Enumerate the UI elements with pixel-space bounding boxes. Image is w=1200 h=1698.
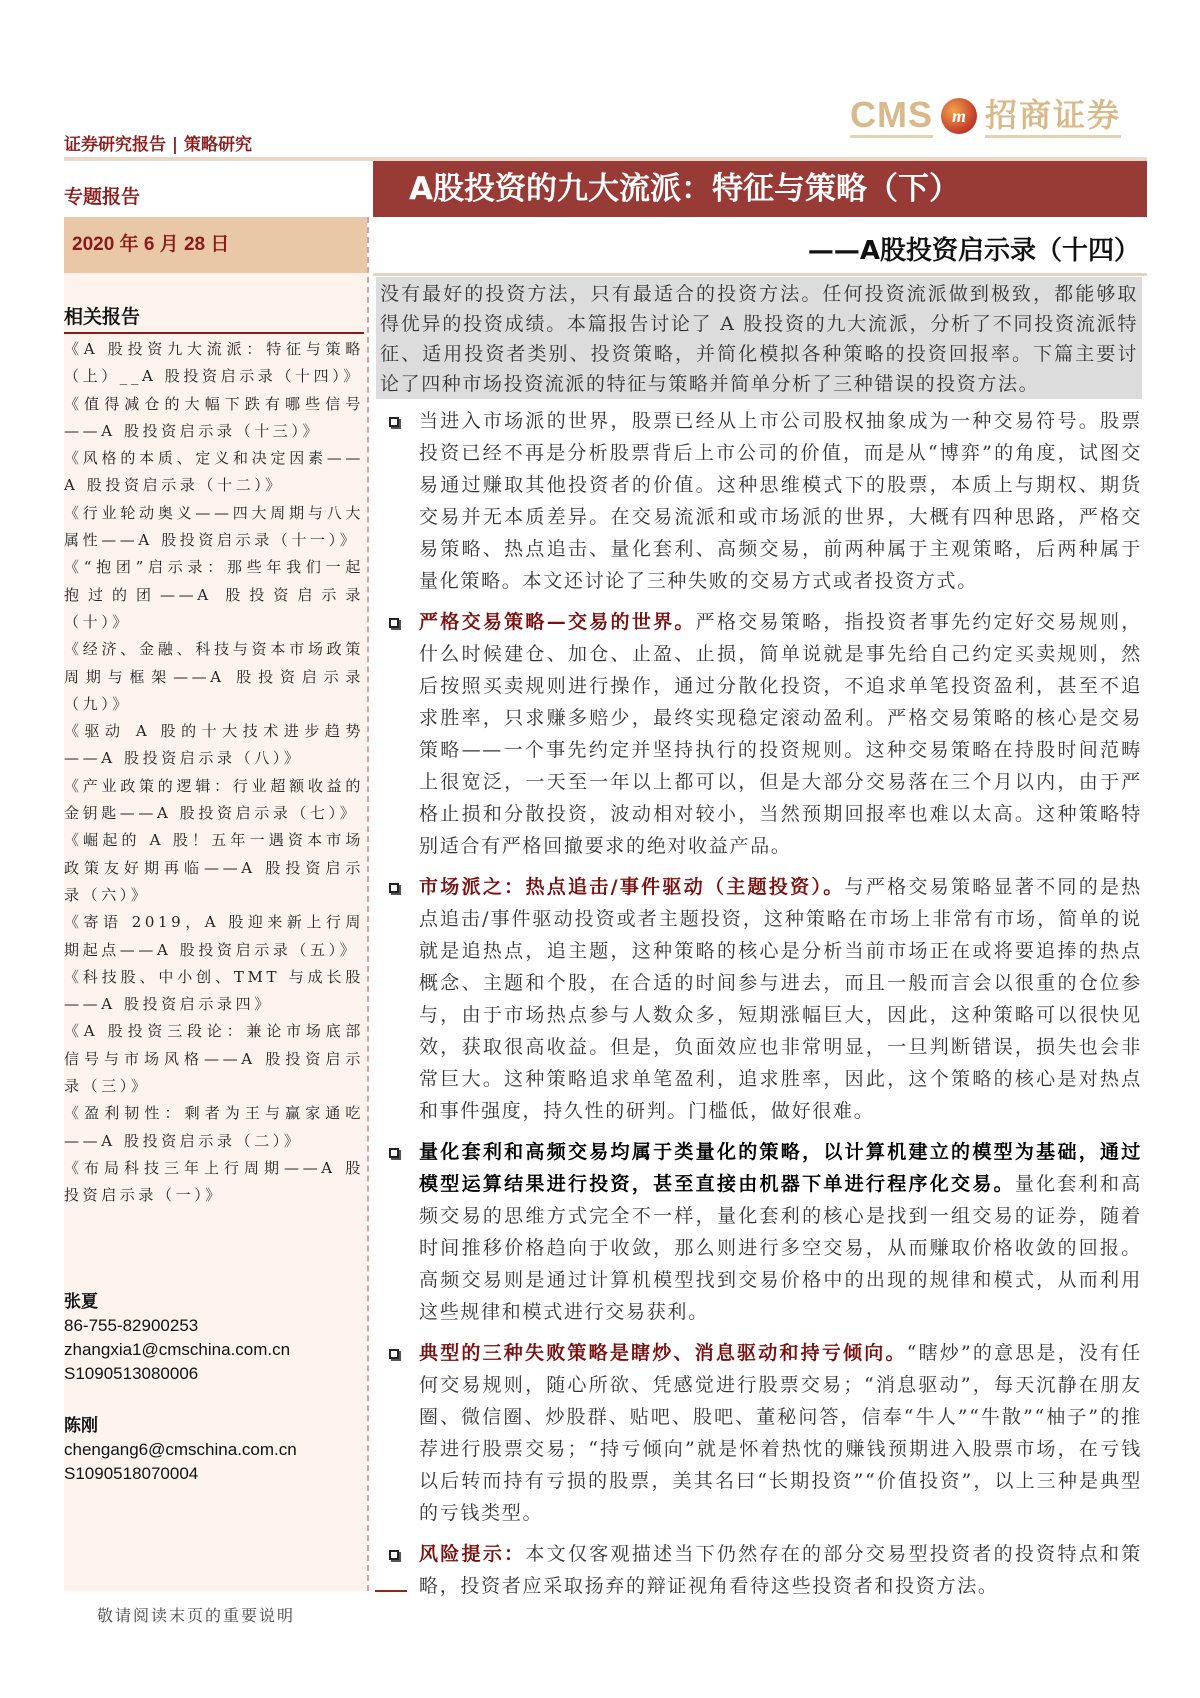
bullet-paragraph [385,1136,1142,1328]
page-subtitle: ——A股投资启示录（十四） [807,236,1140,266]
bullet-paragraph [385,606,1142,862]
related-report-link[interactable]: 《寄语 2019，A 股迎来新上行周期起点——A 股投资启示录（五）》 [64,913,364,959]
paragraph-text: “瞎炒”的意思是，没有任何交易规则，随心所欲、凭感觉进行股票交易；“消息驱动”，每天沉静在朋友圈、微信圈、炒股群、贴吧、股吧、董秘问答，信奉“牛人”“牛散”“柚子”的推荐进行股票交易；“持亏倾向”就是怀着热忱的赚钱预期进入股票市场，在亏钱以后转而持有亏损的股票，美其名曰“长期投资”“价值投资”，以上三种是典型的亏钱类型。 [419,1342,1143,1524]
related-report-link[interactable]: 《驱动 A 股的十大技术进步趋势——A 股投资启示录（八）》 [64,722,364,768]
related-report-link[interactable]: 《经济、金融、科技与资本市场政策周期与框架——A 股投资启示录（九）》 [64,640,364,713]
logo-latin: CMS [850,95,933,138]
square-bullet-icon [389,1148,399,1158]
square-bullet-icon [389,417,399,427]
related-reports-list [64,336,364,1210]
related-reports-heading: 相关报告 [64,306,141,328]
paragraph-lead: 市场派之：热点追击/事件驱动（主题投资）。 [419,876,845,898]
related-report-link[interactable]: 《盈利韧性：剩者为王与赢家通吃——A 股投资启示录（二）》 [64,1104,364,1150]
report-date: 2020 年 6 月 28 日 [64,217,367,273]
bullet-paragraph [385,405,1142,597]
related-report-link[interactable]: 《布局科技三年上行周期——A 股投资启示录（一）》 [64,1158,364,1205]
related-report-link[interactable]: 《产业政策的逻辑：行业超额收益的金钥匙——A 股投资启示录（七）》 [64,776,364,823]
report-category: 证券研究报告 | 策略研究 [64,135,253,155]
paragraph-lead: 严格交易策略—交易的世界。 [419,611,696,633]
paragraph-text: 本文仅客观描述当下仍然存在的部分交易型投资者的投资特点和策略，投资者应采取扬弃的辩证视角看待这些投资者和投资方法。 [419,1543,1142,1597]
related-report-link[interactable]: 《A 股投资三段论：兼论市场底部信号与市场风格——A 股投资启示录（三）》 [64,1022,364,1096]
bullet-paragraph [385,1337,1142,1529]
footer-divider [375,1590,407,1592]
related-divider [64,332,364,334]
author-name: 陈刚 [64,1416,98,1436]
paragraph-lead: 风险提示： [419,1543,526,1565]
author-email[interactable]: chengang6@cmschina.com.cn [64,1440,297,1459]
paragraph-text: 当进入市场派的世界，股票已经从上市公司股权抽象成为一种交易符号。股票投资已经不再是分析股票背后上市公司的价值，而是从“博弈”的角度，试图交易通过赚取其他投资者的价值。这种思维模式下的股票，本质上与期权、期货交易并无本质差异。在交易流派和或市场派的世界，大概有四种思路，严格交易策略、热点追击、量化套利、高频交易，前两种属于主观策略，后两种属于量化策略。本文还讨论了三种失败的交易方式或者投资方式。 [419,410,1142,592]
column-divider [367,217,372,1591]
related-report-link[interactable]: 《A 股投资九大流派：特征与策略（上）__A 股投资启示录（十四）》 [64,340,364,386]
paragraph-text: 严格交易策略，指投资者事先约定好交易规则，什么时候建仓、加仓、止盈、止损，简单说就是事先给自己约定买卖规则，然后按照买卖规则进行操作，通过分散化投资，不追求单笔投资盈利，甚至不追求胜率，只求赚多赔少，最终实现稳定滚动盈利。严格交易策略的核心是交易策略——一个事先约定并坚持执行的投资规则。这种交易策略在持股时间范畴上很宽泛，一天至一年以上都可以，但是大部分交易落在三个月以内，由于严格止损和分散投资，波动相对较小，当然预期回报率也难以太高。这种策略特别适合有严格回撤要求的绝对收益产品。 [419,611,1143,857]
bullet-paragraph [385,1538,1142,1602]
related-report-link[interactable]: 《风格的本质、定义和决定因素——A 股投资启示录（十二）》 [64,449,364,495]
related-report-link[interactable]: 《值得减仓的大幅下跌有哪些信号——A 股投资启示录（十三）》 [64,394,364,440]
report-body [385,405,1142,1611]
related-report-link[interactable]: 《科技股、中小创、TMT 与成长股——A 股投资启示录四》 [64,967,364,1014]
author-license: S1090513080006 [64,1364,199,1383]
related-report-link[interactable]: 《行业轮动奥义——四大周期与八大属性——A 股投资启示录（十一）》 [64,503,364,550]
summary-box: 没有最好的投资方法，只有最适合的投资方法。任何投资流派做到极致，都能够取得优异的投资成绩。本篇报告讨论了 A 股投资的九大流派，分析了不同投资流派特征、适用投资者类别、投资策略，并简化模拟各种策略的投资回报率。下篇主要讨论了四种市场投资流派的特征与策略并简单分析了三种错误的投资方法。 [376,277,1142,399]
author-block [64,1290,290,1386]
square-bullet-icon [389,883,399,893]
subtitle-divider [373,273,1147,276]
paragraph-text: 与严格交易策略显著不同的是热点追击/事件驱动投资或者主题投资，这种策略在市场上非常有市场，简单的说就是追热点，追主题，这种策略的核心是分析当前市场正在或将要追捧的热点概念、主题和个股，在合适的时间参与进去，而且一般而言会以很重的仓位参与，由于市场热点参与人数众多，短期涨幅巨大，因此，这种策略可以很快见效，获取很高收益。但是，负面效应也非常明显，一旦判断错误，损失也会非常巨大。这种策略追求单笔盈利，追求胜率，因此，这个策略的核心是对热点和事件强度，持久性的研判。门槛低，做好很难。 [419,876,1142,1122]
report-type: 专题报告 [64,186,141,208]
bullet-paragraph [385,871,1142,1127]
author-name: 张夏 [64,1292,98,1312]
paragraph-lead: 典型的三种失败策略是瞎炒、消息驱动和持亏倾向。 [419,1342,907,1364]
author-phone: 86-755-82900253 [64,1316,199,1335]
related-report-link[interactable]: 《崛起的 A 股！五年一遇资本市场政策友好期再临——A 股投资启示录（六）》 [64,831,364,904]
logo-chinese: 招商证券 [985,95,1121,138]
paragraph-lead: 量化套利和高频交易均属于类量化的策略，以计算机建立的模型为基础，通过模型运算结果进行投资，甚至直接由机器下单进行程序化交易。 [419,1141,1142,1195]
footer-note: 敬请阅读末页的重要说明 [97,1606,296,1625]
related-report-link[interactable]: 《“抱团”启示录：那些年我们一起抱过的团——A 股投资启示录（十）》 [64,558,364,631]
author-email[interactable]: zhangxia1@cmschina.com.cn [64,1340,291,1359]
logo-mark-icon: m [941,98,977,134]
paragraph-text: 量化套利和高频交易的思维方式完全不一样，量化套利的核心是找到一组交易的证券，随着时间推移价格趋向于收敛，那么则进行多空交易，从而赚取价格收敛的回报。高频交易则是通过计算机模型找到交易价格中的出现的规律和模式，从而利用这些规律和模式进行交易获利。 [419,1173,1142,1323]
square-bullet-icon [389,1349,399,1359]
cms-logo [850,92,1121,140]
square-bullet-icon [389,618,399,628]
page-title: A股投资的九大流派：特征与策略（下） [373,161,1147,217]
author-license: S1090518070004 [64,1464,199,1483]
author-block [64,1414,297,1486]
square-bullet-icon [389,1550,399,1560]
